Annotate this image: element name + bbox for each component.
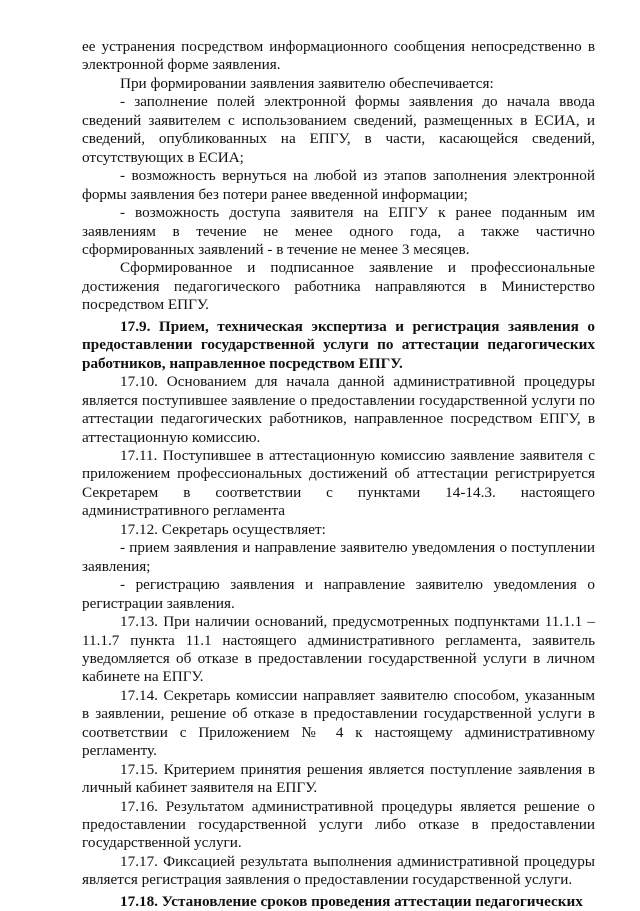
- document-page: [82, 38, 595, 911]
- paragraph-intro-continuation: ее устранения посредством информационного сообщения непосредственно в электронной форме заявления.: [82, 38, 595, 74]
- section-heading-17-18: 17.18. Установление сроков проведения аттестации педагогических: [120, 892, 583, 910]
- paragraph-list-item-access-applications: - возможность доступа заявителя на ЕПГУ к ранее поданным им заявлениям в течение не менее одного года, а также частично сформированных заявлений - в течение не менее 3 месяцев.: [82, 204, 595, 258]
- paragraph-17-13: 17.13. При наличии оснований, предусмотренных подпунктами 11.1.1 – 11.1.7 пункта 11.1 настоящего административного регламента, заявитель уведомляется об отказе в предоставлении государственной услуги в личном кабинете на ЕПГУ.: [82, 613, 595, 686]
- paragraph-17-14: 17.14. Секретарь комиссии направляет заявителю способом, указанным в заявлении, решение об отказе в предоставлении государственной услуги в соответствии с Приложением № 4 к настоящему административному регламенту.: [82, 686, 595, 760]
- paragraph-17-17: 17.17. Фиксацией результата выполнения административной процедуры является регистрация заявления о предоставлении государственной услуги.: [82, 852, 595, 889]
- paragraph-17-11: 17.11. Поступившее в аттестационную комиссию заявление заявителя с приложением профессиональных достижений об аттестации регистрируется Секретарем в соответствии с пунктами 14-14.3. настоящего административного регламента: [82, 446, 595, 520]
- paragraph-17-15: 17.15. Критерием принятия решения является поступление заявления в личный кабинет заявителя на ЕПГУ.: [82, 760, 595, 797]
- paragraph-17-12: 17.12. Секретарь осуществляет:: [120, 520, 326, 538]
- paragraph-list-item-fill-fields: - заполнение полей электронной формы заявления до начала ввода сведений заявителем с использованием сведений, размещенных в ЕСИА, и сведений, опубликованных на ЕПГУ, в части, касающейся сведений, отсутствующих в ЕСИА;: [82, 93, 595, 166]
- paragraph-form-provisions: При формировании заявления заявителю обеспечивается:: [120, 74, 494, 92]
- paragraph-list-item-receive: - прием заявления и направление заявителю уведомления о поступлении заявления;: [82, 539, 595, 575]
- paragraph-17-16: 17.16. Результатом административной процедуры является решение о предоставлении государственной услуги либо отказе в предоставлении государственной услуги.: [82, 797, 595, 852]
- paragraph-list-item-return-step: - возможность вернуться на любой из этапов заполнения электронной формы заявления без потери ранее введенной информации;: [82, 167, 595, 203]
- paragraph-list-item-register: - регистрацию заявления и направление заявителю уведомления о регистрации заявления.: [82, 576, 595, 612]
- paragraph-17-10: 17.10. Основанием для начала данной административной процедуры является поступившее заявление о предоставлении государственной услуги по аттестации педагогических работников, направленное посредством ЕПГУ, в аттестационную комиссию.: [82, 373, 595, 446]
- paragraph-signed-application: Сформированное и подписанное заявление и профессиональные достижения педагогического работника направляются в Министерство посредством ЕПГУ.: [82, 259, 595, 314]
- section-heading-17-9: 17.9. Прием, техническая экспертиза и регистрация заявления о предоставлении государственной услуги по аттестации педагогических работников, направленное посредством ЕПГУ.: [82, 317, 595, 372]
